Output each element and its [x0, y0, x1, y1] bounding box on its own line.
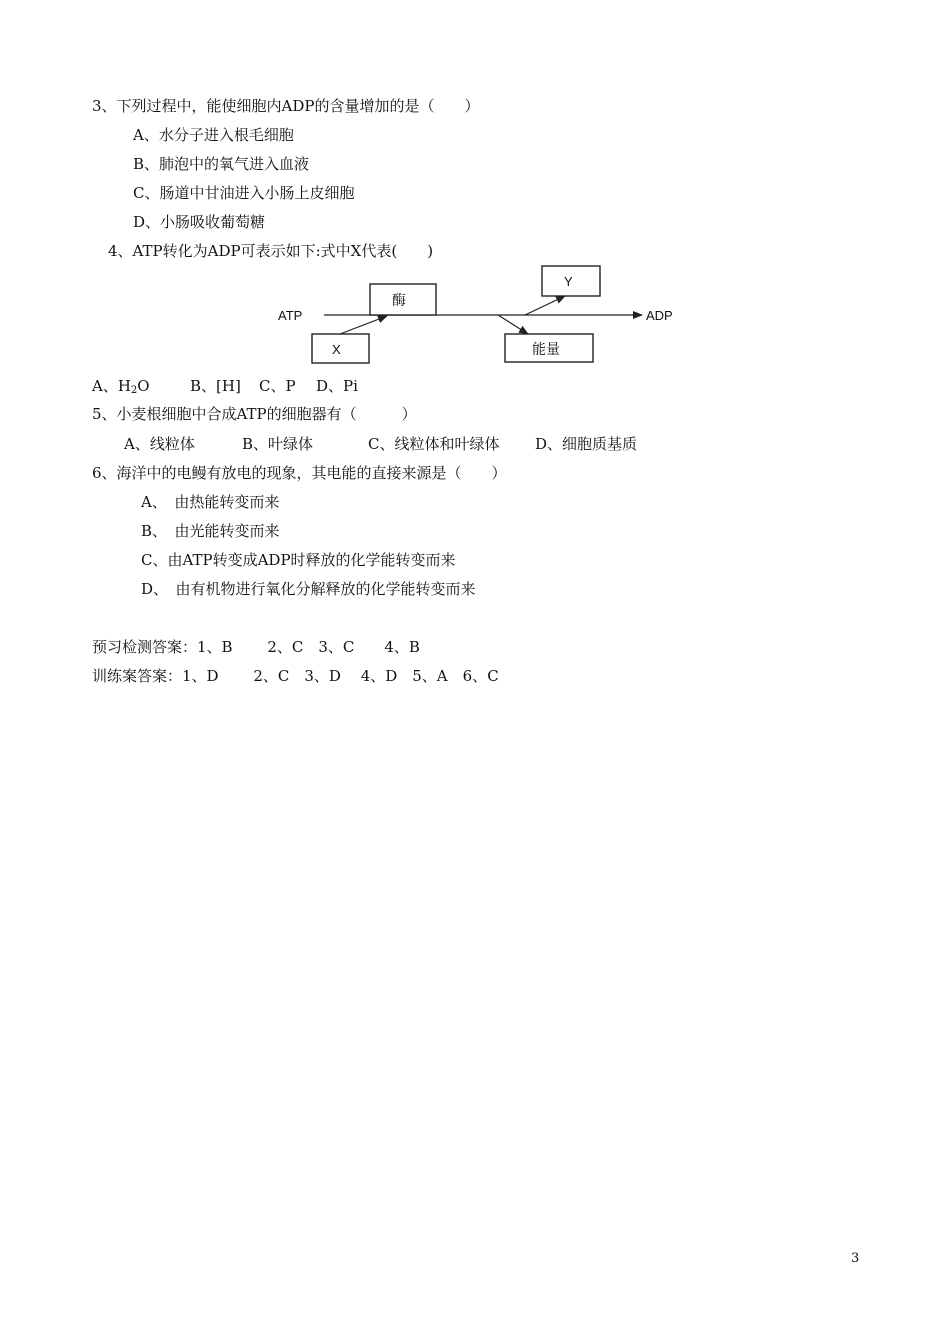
- q3-option-a: A、水分子进入根毛细胞: [133, 126, 294, 144]
- q4-stem: 4、ATP转化为ADP可表示如下:式中X代表( ): [108, 242, 434, 260]
- q3-option-c: C、肠道中甘油进入小肠上皮细胞: [133, 184, 355, 202]
- q4-option-a-subscript: 2: [130, 385, 138, 396]
- y-arrow: [525, 296, 565, 315]
- preview-answers: 预习检测答案：1、B 2、C 3、C 4、B: [92, 638, 420, 656]
- page-number: 3: [851, 1251, 860, 1266]
- q5-stem: 5、小麦根细胞中合成ATP的细胞器有（ ）: [92, 405, 417, 423]
- q3-option-b: B、肺泡中的氧气进入血液: [133, 155, 310, 173]
- q6-option-d: D、 由有机物进行氧化分解释放的化学能转变而来: [141, 580, 476, 598]
- energy-arrow: [498, 315, 528, 334]
- adp-label: ADP: [646, 308, 673, 323]
- atp-adp-diagram: [272, 262, 712, 372]
- training-answers: 训练案答案：1、D 2、C 3、D 4、D 5、A 6、C: [92, 667, 499, 685]
- q4-option-a-suffix: O: [137, 377, 150, 395]
- q4-option-a: [92, 376, 150, 401]
- q5-option-b: B、叶绿体: [242, 435, 314, 453]
- q6-option-b: B、 由光能转变而来: [141, 522, 280, 540]
- q3-stem: 3、下列过程中，能使细胞内ADP的含量增加的是（ ）: [92, 97, 480, 115]
- q4-option-a-prefix: A、H: [92, 377, 131, 395]
- x-label: X: [332, 342, 341, 357]
- atp-label: ATP: [278, 308, 303, 323]
- q6-stem: 6、海洋中的电鳗有放电的现象，其电能的直接来源是（ ）: [92, 464, 507, 482]
- enzyme-label: 酶: [392, 292, 406, 308]
- q5-option-c: C、线粒体和叶绿体: [368, 435, 500, 453]
- q4-option-b: B、[H]: [190, 377, 241, 395]
- q6-option-a: A、 由热能转变而来: [141, 493, 280, 511]
- y-label: Y: [564, 274, 573, 289]
- q3-option-d: D、小肠吸收葡萄糖: [133, 213, 266, 231]
- q5-option-a: A、线粒体: [124, 435, 195, 453]
- q5-option-d: D、细胞质基质: [535, 435, 638, 453]
- q4-option-c: C、P: [259, 377, 296, 395]
- energy-label: 能量: [532, 341, 560, 357]
- q6-option-c: C、由ATP转变成ADP时释放的化学能转变而来: [141, 551, 456, 569]
- q4-option-d: D、Pi: [316, 377, 358, 395]
- x-arrow: [340, 316, 387, 334]
